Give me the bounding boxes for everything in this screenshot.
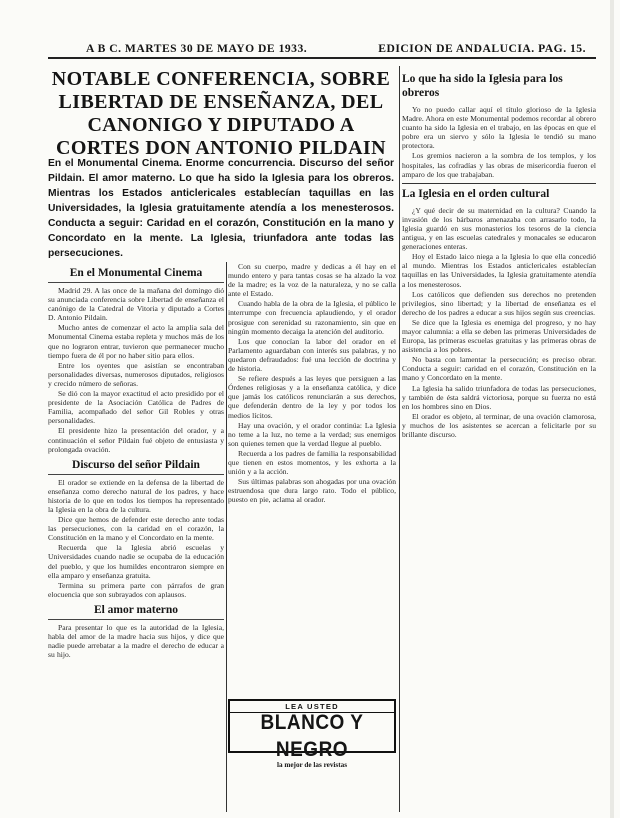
paragraph: Entre los oyentes que asistían se encontraban personalidades diversas, numerosos diputados, religiosos y crecido número de señoras. — [48, 360, 224, 388]
paragraph: Se refiere después a las leyes que persiguen a las Órdenes religiosas y a la enseñanza católica, y dice que jamás los católicos renunciarán a sus derechos, que defenderán dentro de la ley y por todos los medios lícitos. — [228, 374, 396, 420]
masthead-left: A B C. MARTES 30 DE MAYO DE 1933. — [86, 41, 308, 55]
paragraph: Recuerda que la Iglesia abrió escuelas y Universidades cuando nadie se ocupaba de la educación del pueblo, y que los humildes encontraron siempre en ella amparo y enseñanza gratuita. — [48, 543, 224, 580]
section-heading: En el Monumental Cinema — [48, 266, 224, 283]
paragraph: Madrid 29. A las once de la mañana del domingo dió su anunciada conferencia sobre Libertad de enseñanza el canónigo de la Catedral de Vitoria y diputado a Cortes D. Antonio Pildain. — [48, 286, 224, 323]
paragraph: Para presentar lo que es la autoridad de la Iglesia, habla del amor de la madre hacia sus hijos, y dice que nadie puede arrebatar a la madre el derecho de educar a su hijo. — [48, 622, 224, 660]
paragraph: El presidente hizo la presentación del orador, y a continuación el señor Pildain fué objeto de entusiasta y prolongada ovación. — [48, 426, 224, 454]
paragraph: El orador se extiende en la defensa de la libertad de enseñanza como derecho natural de los padres, y hace historia de lo que en todos los tiempos ha representado la Iglesia en la obra de la cultura. — [48, 477, 224, 514]
paragraph: Termina su primera parte con párrafos de gran elocuencia que son subrayados con aplausos. — [48, 580, 224, 599]
column-a — [48, 262, 224, 814]
paragraph: Dice que hemos de defender este derecho ante todas las persecuciones, con la caridad en el corazón, la Constitución en la mano y el Concordato en la mente. — [48, 515, 224, 543]
article-deck: En el Monumental Cinema. Enorme concurrencia. Discurso del señor Pildain. El amor materno. Lo que ha sido la Iglesia para los obreros. Mientras los Estados anticlericales establecían taquillas en las Universidades, la Iglesia gratuitamente atendía a los menesterosos. Conducta a seguir: Caridad en el corazón, Constitución en la mano y Concordato en la mente. La Iglesia, triunfadora ante todas las persecuciones. — [48, 158, 394, 259]
header-rule — [48, 57, 596, 59]
article-title: NOTABLE CONFERENCIA, SOBRE LIBERTAD DE ENSEÑANZA, DEL CANONIGO Y DIPUTADO A CORTES DON ANTONIO PILDAIN — [51, 68, 391, 159]
section-heading: Discurso del señor Pildain — [48, 458, 224, 475]
paragraph: Los gremios nacieron a la sombra de los templos, y los hospitales, las cofradías y las obras de misericordia fueron el amparo de los que trabajaban. — [402, 151, 596, 179]
paragraph: Hoy el Estado laico niega a la Iglesia lo que ella concedió al mundo. Mientras los Estados anticlericales establecían taquillas en las Universidades, la Iglesia gratuitamente atendía a los menesterosos. — [402, 252, 596, 289]
column-rule — [399, 66, 400, 812]
paragraph: Yo no puedo callar aquí el título glorioso de la Iglesia Madre. Ahora en este Monumental podemos recordar al obrero cuanto ha sido la Iglesia en el trabajo, en las épocas en que el pobre era un siervo y sólo la Iglesia le tendió su mano protectora. — [402, 105, 596, 151]
section-heading: La Iglesia en el orden cultural — [402, 183, 596, 203]
advertisement-blanco-y-negro[interactable] — [228, 699, 396, 769]
column-rule — [226, 262, 227, 812]
masthead-right: EDICION DE ANDALUCIA. PAG. 15. — [378, 41, 586, 55]
paragraph: Se dice que la Iglesia es enemiga del progreso, y no hay mayor calumnia: a ella se deben las primeras Universidades de Europa, las primeras escuelas gratuitas y las primeras obras de asistencia a los pobres. — [402, 317, 596, 355]
paragraph: Con su cuerpo, madre y dedicas a él hay en el mundo entero y para tantas cosas se ha alzado la voz de la madre; es la voz de la naturaleza, y no se calla ante el Estado. — [228, 262, 396, 299]
paragraph: ¿Y qué decir de su maternidad en la cultura? Cuando la invasión de los bárbaros amenazaba con arrasarlo todo, la Iglesia guardó en sus monasterios los tesoros de la ciencia antigua, y en las escuelas catedrales y monacales se educaron generaciones enteras. — [402, 205, 596, 252]
running-head — [86, 40, 586, 56]
paragraph: Los que conocían la labor del orador en el Parlamento aguardaban con interés sus palabras, y no quedaron defraudados: fué una lección de doctrina y de historia. — [228, 336, 396, 374]
paragraph: Sus últimas palabras son ahogadas por una ovación estruendosa que dura largo rato. Todo el público, puesto en pie, aclama al orador. — [228, 477, 396, 505]
paragraph: Los católicos que defienden sus derechos no pretenden privilegios, sino libertad; y la libertad de enseñanza es el derecho de los padres a educar a sus hijos según sus creencias. — [402, 289, 596, 317]
section-heading: El amor materno — [48, 603, 224, 620]
ad-header: LEA USTED — [230, 701, 394, 713]
paragraph: Mucho antes de comenzar el acto la amplia sala del Monumental Cinema estaba repleta y muchos más de los que no lograron entrar, tuvieron que permanecer mucho tiempo fuera de él por no haber sitio para ellos. — [48, 323, 224, 360]
column-c — [402, 72, 596, 814]
paragraph: Hay una ovación, y el orador continúa: La Iglesia no teme a la luz, no teme a la verdad; sus enemigos son quienes temen que la verdad llegue al pueblo. — [228, 420, 396, 448]
column-b — [228, 262, 396, 696]
ad-title: BLANCO Y NEGRO — [260, 711, 364, 762]
scan-edge — [610, 0, 614, 818]
section-heading: Lo que ha sido la Iglesia para los obreros — [402, 73, 563, 99]
ad-subtitle: la mejor de las revistas — [276, 761, 347, 769]
paragraph: Se dió con la mayor exactitud el acto presidido por el presidente de la Asociación Católica de Padres de Familia, acompañado del señor Gil Robles y otras personalidades. — [48, 389, 224, 426]
paragraph: Cuando habla de la obra de la Iglesia, el público le interrumpe con frecuencia aplaudiendo, y el orador prosigue con serenidad su razonamiento, sin que en ningún momento decaiga la atención del auditorio. — [228, 299, 396, 336]
paragraph: Recuerda a los padres de familia la responsabilidad que tienen en estos momentos, y les exhorta a la unión y a la acción. — [228, 448, 396, 477]
paragraph: La Iglesia ha salido triunfadora de todas las persecuciones, y también de ésta saldrá victoriosa, porque su fuerza no está en los hombres sino en Dios. — [402, 383, 596, 411]
paragraph: No basta con lamentar la persecución; es preciso obrar. Conducta a seguir: caridad en el corazón, Constitución en la mano y Concordato en la mente. — [402, 355, 596, 383]
paragraph: El orador es objeto, al terminar, de una ovación clamorosa, y muchos de los asistentes se acercan a felicitarle por su brillante discurso. — [402, 411, 596, 439]
